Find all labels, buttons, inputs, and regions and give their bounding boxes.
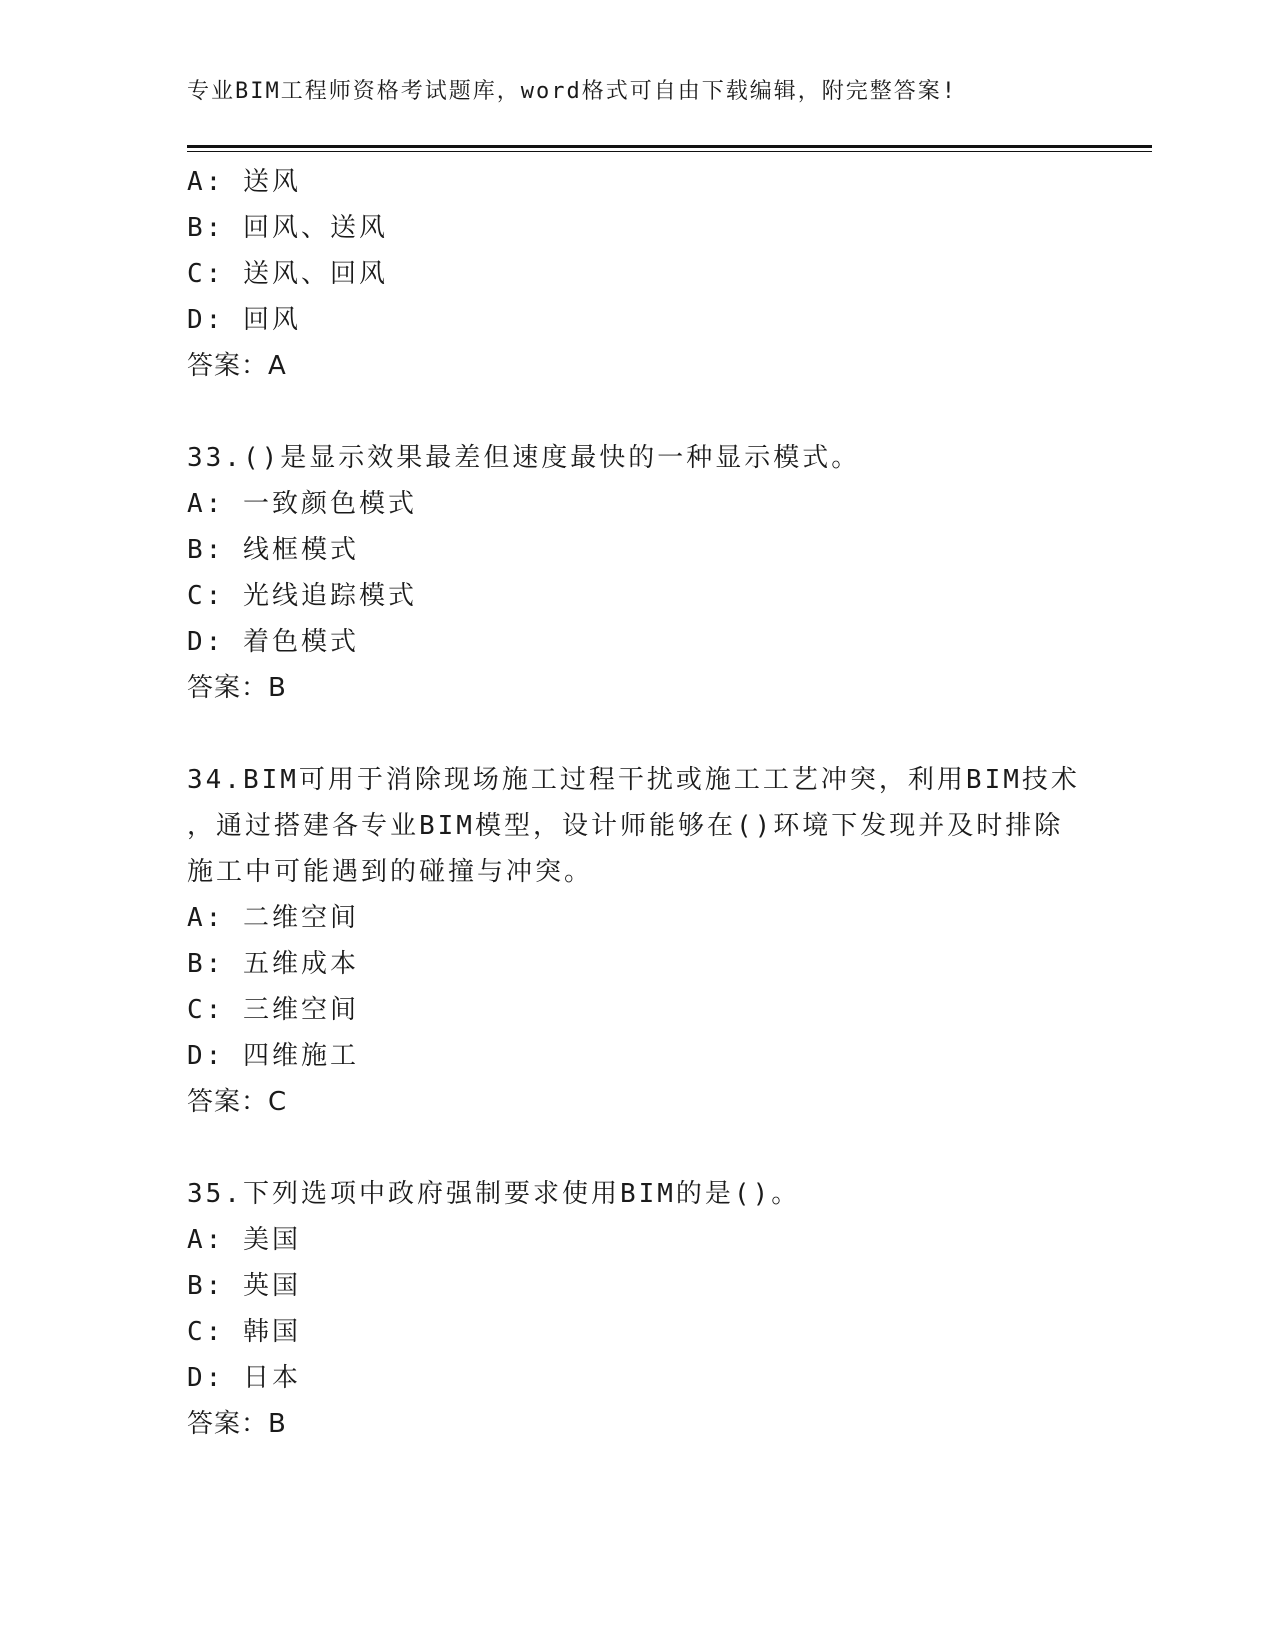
option-d: D: 日本: [187, 1363, 301, 1393]
question-32: [187, 159, 1087, 389]
spacer: [187, 1125, 1087, 1171]
question-35: [187, 1171, 1087, 1447]
option-a: A: 送风: [187, 167, 301, 197]
answer-line: 答案：B: [187, 673, 287, 703]
option-d: D: 回风: [187, 305, 301, 335]
option-c: C: 送风、回风: [187, 259, 388, 289]
question-stem: 35.下列选项中政府强制要求使用BIM的是()。: [187, 1179, 801, 1209]
question-34: [187, 757, 1087, 1125]
option-a: A: 一致颜色模式: [187, 489, 417, 519]
option-a: A: 美国: [187, 1225, 301, 1255]
question-stem: 33.()是显示效果最差但速度最快的一种显示模式。: [187, 443, 861, 473]
question-list: [187, 159, 1087, 1447]
option-d: D: 着色模式: [187, 627, 359, 657]
question-stem-line: 34.BIM可用于消除现场施工过程干扰或施工工艺冲突，利用BIM技术: [187, 765, 1080, 795]
header-rule-thin: [187, 151, 1152, 152]
answer-line: 答案：C: [187, 1087, 288, 1117]
header-rule-thick: [187, 145, 1152, 148]
spacer: [187, 711, 1087, 757]
question-stem: [187, 757, 1087, 895]
option-a: A: 二维空间: [187, 903, 359, 933]
option-b: B: 五维成本: [187, 949, 359, 979]
option-d: D: 四维施工: [187, 1041, 359, 1071]
option-c: C: 光线追踪模式: [187, 581, 417, 611]
answer-line: 答案：A: [187, 351, 287, 381]
page-header: 专业BIM工程师资格考试题库，word格式可自由下载编辑，附完整答案!: [187, 79, 957, 104]
option-b: B: 英国: [187, 1271, 301, 1301]
option-c: C: 三维空间: [187, 995, 359, 1025]
question-33: [187, 435, 1087, 711]
option-b: B: 线框模式: [187, 535, 359, 565]
question-stem-line: ，通过搭建各专业BIM模型，设计师能够在()环境下发现并及时排除: [187, 811, 1064, 841]
answer-line: 答案：B: [187, 1409, 287, 1439]
spacer: [187, 389, 1087, 435]
option-b: B: 回风、送风: [187, 213, 388, 243]
question-stem-line: 施工中可能遇到的碰撞与冲突。: [187, 857, 594, 887]
option-c: C: 韩国: [187, 1317, 301, 1347]
